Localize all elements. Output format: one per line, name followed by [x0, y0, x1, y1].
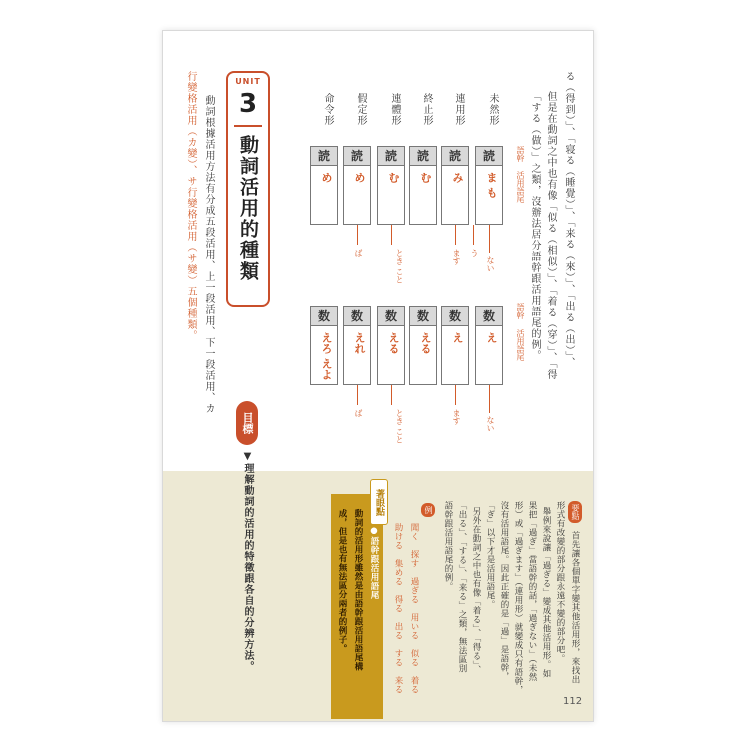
- stem-cell: 数: [377, 306, 405, 326]
- page-number: 112: [563, 696, 583, 707]
- unit-number: 3: [238, 89, 258, 119]
- stem-cell: 数: [310, 306, 338, 326]
- ending-cell: [377, 326, 405, 385]
- body-text-1: 但是在動詞之中也有像「似る（相似）」、「着る（穿）」、「得: [545, 91, 556, 380]
- label-ending-2: 活用語尾: [516, 329, 525, 361]
- ending-text: む: [419, 172, 432, 183]
- arrow: [357, 385, 358, 405]
- ending-text: ま も: [485, 172, 498, 198]
- key-point-line-2: 成，但是也有無法區分兩者的例子。: [337, 509, 347, 653]
- arrow: [357, 225, 358, 245]
- stem-cell: 数: [343, 306, 371, 326]
- stem-cell: 読: [377, 146, 405, 166]
- divider: [234, 125, 262, 127]
- ending-cell: [441, 326, 469, 385]
- bottom-line-3: 舉例來說讓「過ぎる」變成其他活用形。如: [541, 507, 551, 678]
- stem-cell: 読: [310, 146, 338, 166]
- header-rentai: 連體形: [389, 93, 400, 126]
- ending-text: え: [451, 332, 464, 343]
- label-stem-2: 語幹: [516, 303, 525, 319]
- unit-label: UNIT: [235, 77, 261, 86]
- ending-text: む: [387, 172, 400, 183]
- bottom-line-6: 沒有活用語尾。因此正確的是「過」是語幹，: [499, 501, 509, 681]
- suffix-toki: とき こと: [395, 409, 404, 444]
- suffix-toki: とき こと: [395, 249, 404, 284]
- ending-cell: [310, 326, 338, 385]
- ending-cell: [409, 166, 437, 225]
- intro-line-2: 行變格活用（カ變）、サ行變格活用（サ變）五個種類。: [185, 71, 196, 341]
- suffix-u: う: [470, 249, 479, 257]
- suffix-ba: ば: [354, 409, 363, 417]
- ending-text: め: [353, 172, 366, 183]
- stem-cell: 読: [475, 146, 503, 166]
- arrow: [489, 225, 490, 253]
- point-tag: 要點: [568, 501, 582, 523]
- ending-cell: [475, 326, 503, 385]
- bottom-line-8: 另外在動詞之中也有像「着る」、「得る」、: [471, 507, 481, 675]
- ending-cell: [343, 166, 371, 225]
- ending-text: み: [451, 172, 464, 183]
- header-shushi: 終止形: [421, 93, 432, 126]
- intro-line-1: 動詞根據活用方法有分成五段活用、上一段活用、下一段活用、カ: [203, 95, 214, 414]
- header-renyo: 連用形: [453, 93, 464, 126]
- stem-cell: 数: [441, 306, 469, 326]
- bottom-line-2: 形式有改變的部分跟永遠不變的部分吧。: [555, 501, 565, 663]
- bottom-line-1: 首先讓各個單字變其他活用形，來找出: [570, 531, 580, 684]
- key-point-heading: ●語幹跟活用語尾: [369, 526, 379, 600]
- arrow: [455, 385, 456, 405]
- ending-text: め: [320, 172, 333, 183]
- arrow: [455, 225, 456, 245]
- ending-text: えろ えよ: [320, 332, 333, 380]
- bottom-line-5: 形）或「過ぎます」（連用形）就變成只有語幹，: [513, 501, 523, 695]
- bottom-line-7: 「ぎ」以下才是活用語尾。: [485, 501, 495, 609]
- stem-cell: 読: [343, 146, 371, 166]
- suffix-nai: ない: [486, 416, 495, 432]
- ending-text: える: [387, 332, 400, 354]
- stem-cell: 読: [441, 146, 469, 166]
- body-text-2: る（得到）」、「寝る（睡覺）」、「来る（來）」、「出る（出）」、: [563, 71, 574, 368]
- arrow: [391, 225, 392, 245]
- suffix-masu: ます: [452, 249, 461, 265]
- suffix-ba: ば: [354, 249, 363, 257]
- goal-text: ▼理解動詞的活用的特徵跟各自的分辨方法。: [242, 451, 253, 672]
- arrow: [489, 385, 490, 413]
- key-point-line-1: 動詞的活用形雖然是由語幹跟活用語尾構: [353, 509, 363, 671]
- body-text-3: 「する（做）」之類，沒辦法居分語幹跟活用語尾的例。: [529, 91, 540, 361]
- book-page: [162, 30, 594, 722]
- stem-cell: 数: [475, 306, 503, 326]
- header-mizen: 未然形: [487, 93, 498, 126]
- arrow: [391, 385, 392, 405]
- example-tag: 例: [421, 503, 435, 517]
- label-stem-1: 語幹: [516, 146, 525, 162]
- key-point-title: 著眼點: [370, 479, 388, 525]
- ending-text: えれ: [353, 332, 366, 354]
- ending-cell: [475, 166, 503, 225]
- example-line-1: 聞く 探す 過ぎる 用いる 似る 着る: [409, 523, 419, 694]
- ending-cell: [441, 166, 469, 225]
- suffix-masu: ます: [452, 409, 461, 425]
- ending-cell: [377, 166, 405, 225]
- label-ending-1: 活用語尾: [516, 171, 525, 203]
- header-katei: 假定形: [355, 93, 366, 126]
- bottom-line-4: 果把「過ぎ」當語幹的話，「過ぎない」（未然: [527, 501, 537, 682]
- unit-title: 動詞活用的種類: [237, 135, 259, 282]
- ending-cell: [310, 166, 338, 225]
- ending-cell: [343, 326, 371, 385]
- ending-text: える: [419, 332, 432, 354]
- unit-badge: [226, 71, 270, 307]
- stem-cell: 読: [409, 146, 437, 166]
- bottom-line-10: 語幹跟活用語尾的例。: [443, 501, 453, 591]
- example-line-2: 助ける 集める 得る 出る する 来る: [393, 523, 403, 694]
- header-meirei: 命令形: [322, 93, 333, 126]
- ending-text: え: [485, 332, 498, 343]
- stem-cell: 数: [409, 306, 437, 326]
- ending-cell: [409, 326, 437, 385]
- arrow: [473, 225, 474, 245]
- goal-badge: 目標: [236, 401, 258, 445]
- bottom-line-9: 「出る」、「する」、「来る」之類，無法區別: [457, 501, 467, 673]
- suffix-nai: ない: [486, 256, 495, 272]
